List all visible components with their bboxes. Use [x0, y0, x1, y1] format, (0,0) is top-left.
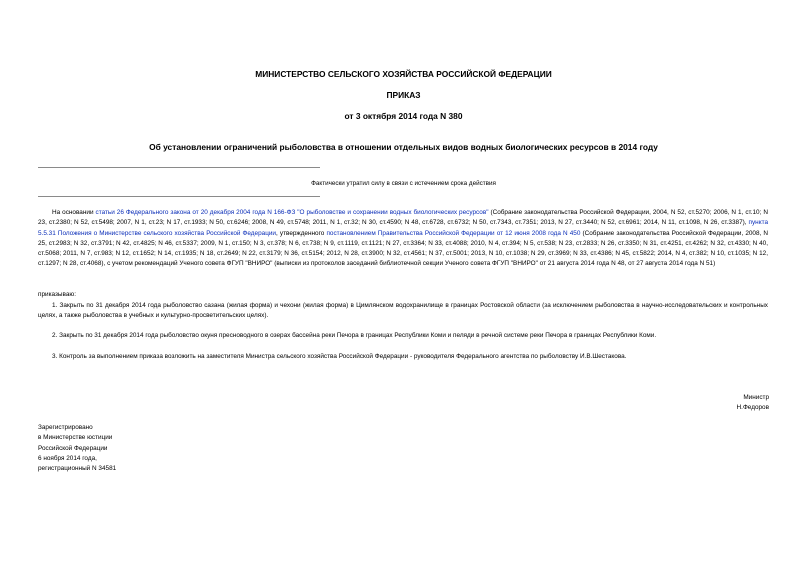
date-number-heading: от 3 октября 2014 года N 380	[344, 111, 463, 121]
registration-line: регистрационный N 34581	[38, 465, 117, 473]
law-166-fz-link[interactable]: статьи 26 Федерального закона от 20 декабря 2004 года N 166-ФЗ "О рыболовстве и сохранении водных биологических ресурсов"	[95, 209, 489, 216]
order-item-2	[38, 331, 768, 341]
order-word: приказываю:	[38, 291, 76, 298]
order-item-1-text: 1. Закрыть по 31 декабря 2014 года рыболовство сазана (жилая форма) и чехони (жилая форма) в Цимлянском водохранилище в границах Ростовской области (за исключением рыболовства в научно-исследовательских и контрольных целях, а также рыболовства в учебных и культурно-просветительских целях).	[38, 302, 768, 320]
divider-top	[38, 167, 320, 168]
subject-heading: Об установлении ограничений рыболовства в отношении отдельных видов водных биологических ресурсов в 2014 году	[149, 142, 658, 152]
preamble-text-3: (Собрание законодательства Российской Федерации, 2008, N 25, ст.2983; N 32, ст.3791; N 42, ст.4825; N 46, ст.5337; 2009, N 1, ст.150; N 3, ст.378; N 6, ст.738; N 9, ст.1119, ст.1121; N 27, ст.3364; N 33, ст.4088; 2010, N 4, ст.394; N 5, ст.538; N 23, ст.2833; N 26, ст.3350; N 31, ст.4251, ст.4262; N 32, ст.4330; N 40, ст.5068; 2011, N 7, ст.983; N 12, ст.1652; N 14, ст.1935; N 18, ст.2649; N 22, ст.3179; N 36, ст.5154; 2012, N 28, ст.3900; N 32, ст.4561; N 37, ст.5001; 2013, N 10, ст.1038; N 29, ст.3969; N 33, ст.4386; N 45, ст.5822; 2014, N 4, ст.382; N 10, ст.1035; N 12, ст.1297; N 28, ст.4068), с учетом рекомендаций Ученого совета ФГУП "ВНИРО" (выписки из протоколов заседаний библиотечной секции Ученого совета ФГУП "ВНИРО" от 21 августа 2014 года N 48, от 27 августа 2014 года N 51)	[38, 229, 769, 268]
doc-type-heading: ПРИКАЗ	[386, 90, 421, 100]
registration-line: 6 ноября 2014 года,	[38, 454, 97, 462]
preamble-text-2: , утвержденного	[276, 229, 327, 237]
preamble-text-1: (Собрание законодательства Российской Федерации, 2004, N 52, ст.5270; 2006, N 1, ст.10; N 23, ст.2380; N 52, ст.5498; 2007, N 1, ст.23; N 17, ст.1933; N 50, ст.6246; 2008, N 49, ст.5748; 2011, N 1, ст.32; N 30, ст.4590; N 48, ст.6728, ст.6732; N 50, ст.7343, ст.7351; 2013, N 27, ст.3440; N 52, ст.6961; 2014, N 11, ст.1098, N 26, ст.3387),	[38, 209, 768, 227]
order-item-1	[38, 301, 768, 322]
registration-line: в Министерстве юстиции	[38, 434, 113, 442]
order-item-2-text: 2. Закрыть по 31 декабря 2014 года рыболовство окуня пресноводного в озерах бассейна реки Печора в границах Республики Коми и пеляди в речной системе реки Печора в границах Республики Коми.	[52, 332, 657, 339]
signature-title: Министр	[743, 394, 769, 401]
ministry-heading: МИНИСТЕРСТВО СЕЛЬСКОГО ХОЗЯЙСТВА РОССИЙСКОЙ ФЕДЕРАЦИИ	[255, 69, 552, 79]
signature-name: Н.Федоров	[736, 404, 769, 412]
registration-block	[38, 423, 116, 474]
government-decree-link[interactable]: постановлением Правительства Российской Федерации от 12 июня 2008 года N 450	[326, 229, 581, 237]
registration-line: Российской Федерации	[38, 444, 108, 452]
preamble-paragraph	[38, 208, 768, 270]
order-item-3-text: 3. Контроль за выполнением приказа возложить на заместителя Министра сельского хозяйства Российской Федерации - руководителя Федерального агентства по рыболовству И.В.Шестакова.	[52, 353, 627, 360]
divider-bottom	[38, 196, 320, 197]
status-note: Фактически утратил силу в связи с истечением срока действия	[311, 180, 496, 187]
preamble-lead: На основании	[52, 209, 96, 216]
regulation-point-link[interactable]: пункта 5.5.31 Положения о Министерстве сельского хозяйства Российской Федерации	[38, 219, 768, 237]
registration-line: Зарегистрировано	[38, 424, 93, 431]
order-item-3	[38, 352, 768, 362]
signature-block	[737, 393, 769, 414]
